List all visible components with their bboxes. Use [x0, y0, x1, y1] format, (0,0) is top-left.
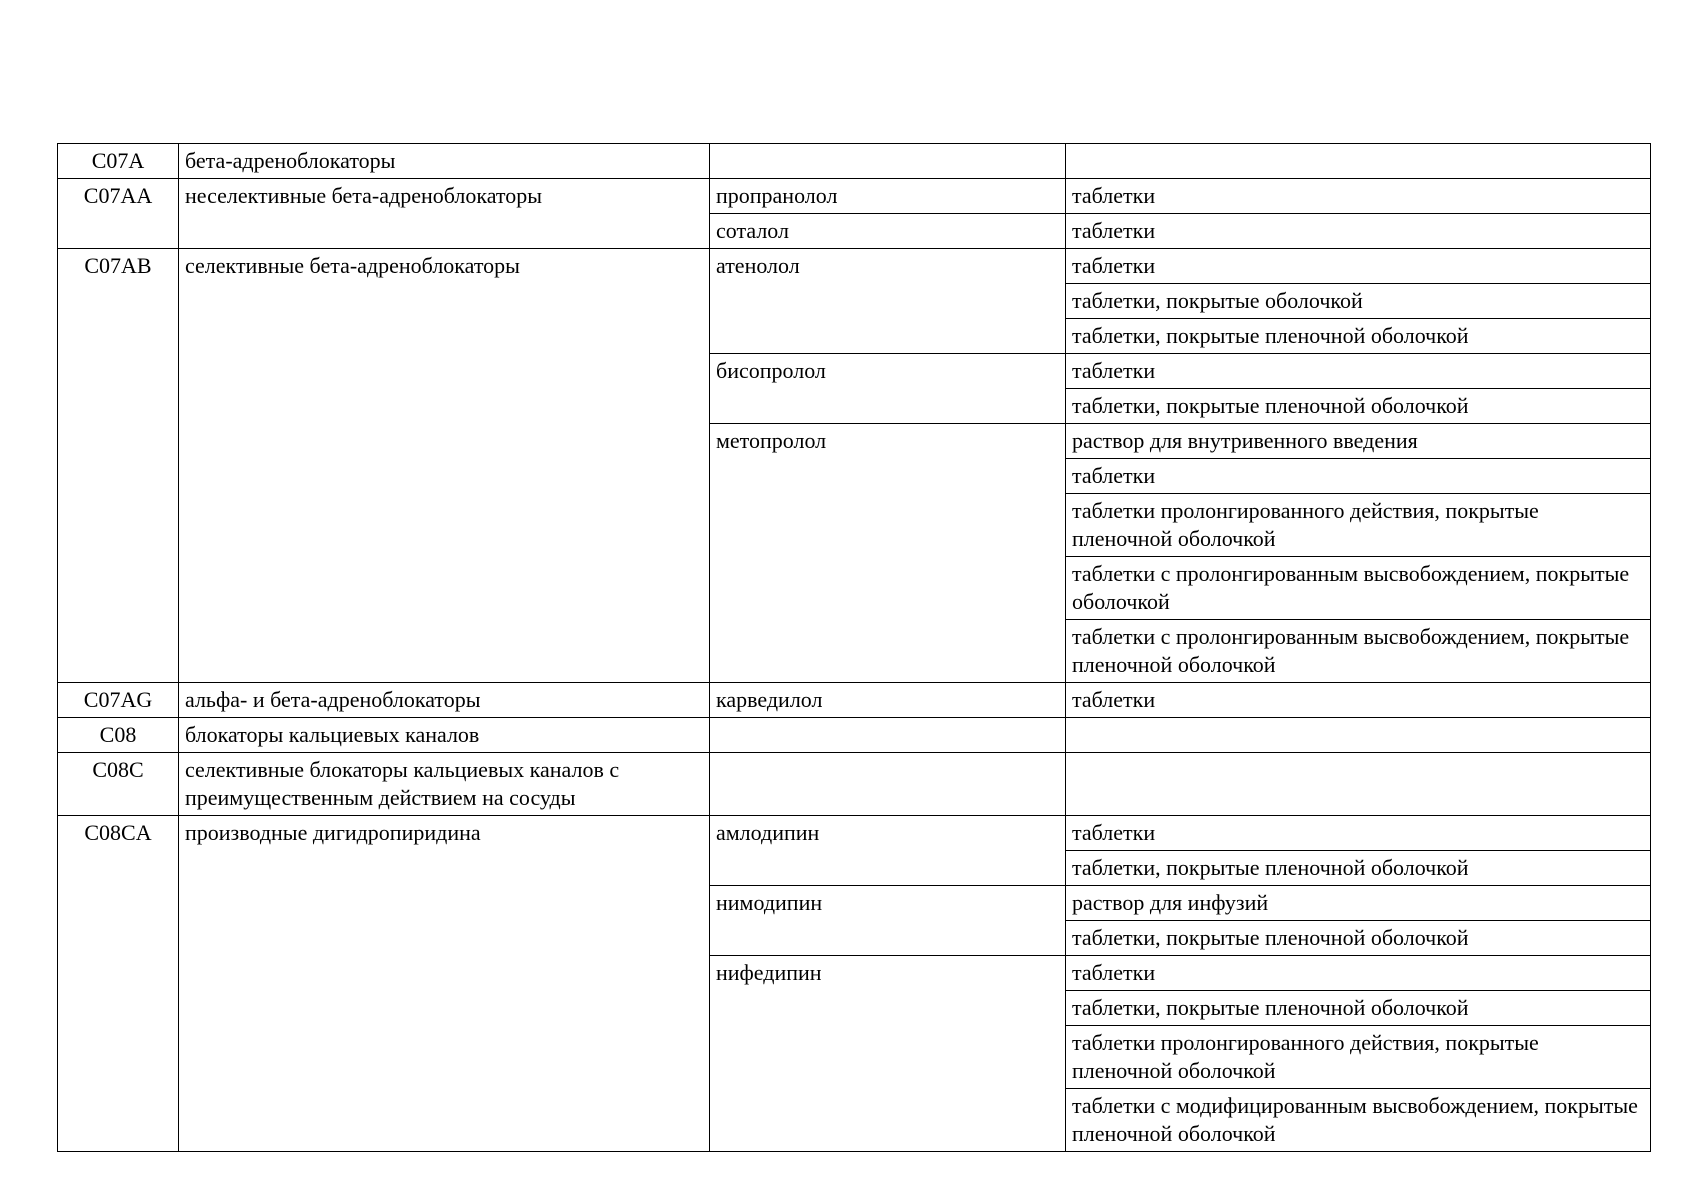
- atc-code: C07AA: [58, 179, 179, 249]
- dosage-form: таблетки: [1066, 179, 1651, 214]
- dosage-form: таблетки: [1066, 683, 1651, 718]
- drug-name-empty: [710, 144, 1066, 179]
- drug-name-empty: [710, 718, 1066, 753]
- dosage-form: таблетки с пролонгированным высвобождением, покрытые оболочкой: [1066, 557, 1651, 620]
- dosage-form: таблетки: [1066, 816, 1651, 851]
- table-row: [58, 249, 1651, 284]
- atc-group-name: селективные бета-адреноблокаторы: [179, 249, 710, 683]
- dosage-form: таблетки, покрытые пленочной оболочкой: [1066, 389, 1651, 424]
- table-row: [58, 816, 1651, 851]
- atc-group-name: производные дигидропиридина: [179, 816, 710, 1152]
- drug-name: карведилол: [710, 683, 1066, 718]
- table-row: [58, 683, 1651, 718]
- atc-code: C08: [58, 718, 179, 753]
- dosage-form: таблетки, покрытые пленочной оболочкой: [1066, 921, 1651, 956]
- atc-group-name: неселективные бета-адреноблокаторы: [179, 179, 710, 249]
- dosage-form: таблетки, покрытые пленочной оболочкой: [1066, 991, 1651, 1026]
- dosage-form: таблетки, покрытые оболочкой: [1066, 284, 1651, 319]
- table-row: [58, 718, 1651, 753]
- atc-group-name: альфа- и бета-адреноблокаторы: [179, 683, 710, 718]
- drug-name: соталол: [710, 214, 1066, 249]
- dosage-form: таблетки, покрытые пленочной оболочкой: [1066, 319, 1651, 354]
- atc-code: C08CA: [58, 816, 179, 1152]
- drug-name: атенолол: [710, 249, 1066, 354]
- dosage-form: таблетки, покрытые пленочной оболочкой: [1066, 851, 1651, 886]
- atc-code: C07AB: [58, 249, 179, 683]
- table-row: [58, 179, 1651, 214]
- dosage-form: таблетки: [1066, 459, 1651, 494]
- dosage-form: раствор для внутривенного введения: [1066, 424, 1651, 459]
- atc-code: C07A: [58, 144, 179, 179]
- atc-group-name: блокаторы кальциевых каналов: [179, 718, 710, 753]
- drug-name: метопролол: [710, 424, 1066, 683]
- table-row: [58, 144, 1651, 179]
- dosage-form: таблетки пролонгированного действия, покрытые пленочной оболочкой: [1066, 494, 1651, 557]
- drug-table-body: [58, 144, 1651, 1152]
- dosage-form: таблетки пролонгированного действия, покрытые пленочной оболочкой: [1066, 1026, 1651, 1089]
- atc-group-name: бета-адреноблокаторы: [179, 144, 710, 179]
- dosage-form: таблетки с пролонгированным высвобождением, покрытые пленочной оболочкой: [1066, 620, 1651, 683]
- drug-table: [57, 143, 1651, 1152]
- dosage-form-empty: [1066, 753, 1651, 816]
- drug-name: бисопролол: [710, 354, 1066, 424]
- dosage-form: раствор для инфузий: [1066, 886, 1651, 921]
- drug-name: амлодипин: [710, 816, 1066, 886]
- drug-name: нифедипин: [710, 956, 1066, 1152]
- dosage-form-empty: [1066, 144, 1651, 179]
- atc-group-name: селективные блокаторы кальциевых каналов с преимущественным действием на сосуды: [179, 753, 710, 816]
- dosage-form: таблетки: [1066, 249, 1651, 284]
- dosage-form: таблетки: [1066, 354, 1651, 389]
- atc-code: C07AG: [58, 683, 179, 718]
- drug-name: нимодипин: [710, 886, 1066, 956]
- atc-code: C08C: [58, 753, 179, 816]
- dosage-form: таблетки: [1066, 214, 1651, 249]
- dosage-form: таблетки с модифицированным высвобождением, покрытые пленочной оболочкой: [1066, 1089, 1651, 1152]
- dosage-form-empty: [1066, 718, 1651, 753]
- dosage-form: таблетки: [1066, 956, 1651, 991]
- table-row: [58, 753, 1651, 816]
- drug-name-empty: [710, 753, 1066, 816]
- drug-name: пропранолол: [710, 179, 1066, 214]
